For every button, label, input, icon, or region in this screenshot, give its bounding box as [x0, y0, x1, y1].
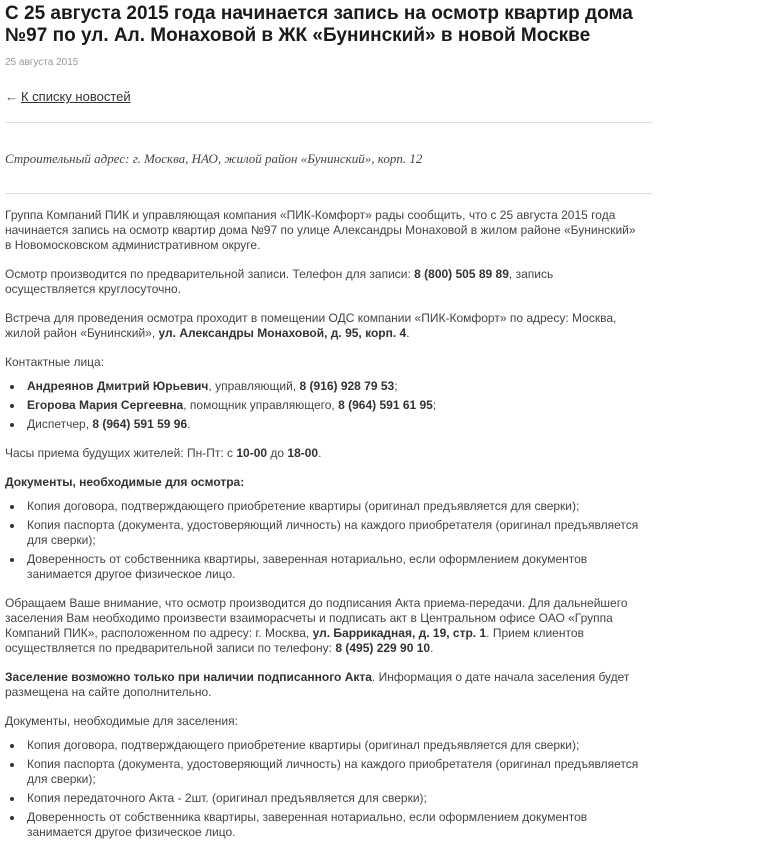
docs-inspection-title: Документы, необходимые для осмотра:: [5, 475, 245, 489]
list-item: Копия паспорта (документа, удостоверяющий личность) на каждого приобретателя (оригинал предъявляется для сверки);: [27, 757, 645, 787]
list-item: Андреянов Дмитрий Юрьевич, управляющий, 8 (916) 928 79 53;: [27, 379, 645, 394]
meeting-paragraph: Встреча для проведения осмотра проходит в помещении ОДС компании «ПИК-Комфорт» по адресу: Москва, жилой район «Бунинский», ул. Александры Монаховой, д. 95, корп. 4.: [5, 311, 617, 340]
list-item: Доверенность от собственника квартиры, заверенная нотариально, если оформлением документов занимается другое физическое лицо.: [27, 810, 645, 840]
list-item: Егорова Мария Сергеевна, помощник управляющего, 8 (964) 591 61 95;: [27, 398, 645, 413]
contacts-list: [5, 379, 645, 432]
article-date: 25 августа 2015: [5, 57, 79, 68]
contacts-label: Контактные лица:: [5, 355, 105, 369]
office-phone: 8 (495) 229 90 10: [335, 641, 431, 655]
docs-settle-title: Документы, необходимые для заселения:: [5, 714, 238, 728]
meeting-address: ул. Александры Монаховой, д. 95, корп. 4: [158, 326, 407, 340]
notice-paragraph: Обращаем Ваше внимание, что осмотр производится до подписания Акта приема-передачи. Для дальнейшего заселения Вам необходимо произвести взаиморасчеты и подписать акт в Центральном офисе ОАО «Группа Компаний ПИК», расположенном по адресу: г. Москва, ул. Баррикадная, д. 19, стр. 1. Прием клиентов осуществляется по предварительной записи по телефону: 8 (495) 229 90 10.: [5, 596, 628, 655]
hours-paragraph: Часы приема будущих жителей: Пн-Пт: с 10-00 до 18-00.: [5, 446, 322, 460]
list-item: Копия паспорта (документа, удостоверяющий личность) на каждого приобретателя (оригинал предъявляется для сверки);: [27, 518, 645, 548]
left-arrow-icon: ←: [5, 89, 18, 104]
divider: [5, 122, 652, 123]
construction-address: Строительный адрес: г. Москва, НАО, жилой район «Бунинский», корп. 12: [5, 151, 423, 166]
list-item: Диспетчер, 8 (964) 591 59 96.: [27, 417, 645, 432]
intro-paragraph: Группа Компаний ПИК и управляющая компания «ПИК-Комфорт» рады сообщить, что с 25 августа 2015 года начинается запись на осмотр квартир дома №97 по улице Александры Монаховой в жилом районе «Бунинский» в Новомосковском административном округе.: [5, 208, 636, 252]
article-body: [5, 208, 645, 854]
back-to-news-link[interactable]: К списку новостей: [21, 89, 131, 104]
inspection-paragraph: Осмотр производится по предварительной записи. Телефон для записи: 8 (800) 505 89 89, запись осуществляется круглосуточно.: [5, 267, 554, 296]
list-item: Копия договора, подтверждающего приобретение квартиры (оригинал предъявляется для сверки);: [27, 499, 645, 514]
docs-inspection-list: [5, 499, 645, 582]
list-item: Копия договора, подтверждающего приобретение квартиры (оригинал предъявляется для сверки);: [27, 738, 645, 753]
settlement-paragraph: Заселение возможно только при наличии подписанного Акта. Информация о дате начала заселения будет размещена на сайте дополнительно.: [5, 670, 630, 699]
list-item: Копия передаточного Акта - 2шт. (оригинал предъявляется для сверки);: [27, 791, 645, 806]
list-item: Доверенность от собственника квартиры, заверенная нотариально, если оформлением документов занимается другое физическое лицо.: [27, 552, 645, 582]
back-to-news: [5, 89, 131, 105]
docs-settle-list: [5, 738, 645, 840]
central-office-address: ул. Баррикадная, д. 19, стр. 1: [312, 626, 487, 640]
article-title: С 25 августа 2015 года начинается запись на осмотр квартир дома №97 по ул. Ал. Монаховой в ЖК «Бунинский» в новой Москве: [5, 3, 633, 46]
divider: [5, 193, 652, 194]
booking-phone: 8 (800) 505 89 89: [414, 267, 509, 281]
